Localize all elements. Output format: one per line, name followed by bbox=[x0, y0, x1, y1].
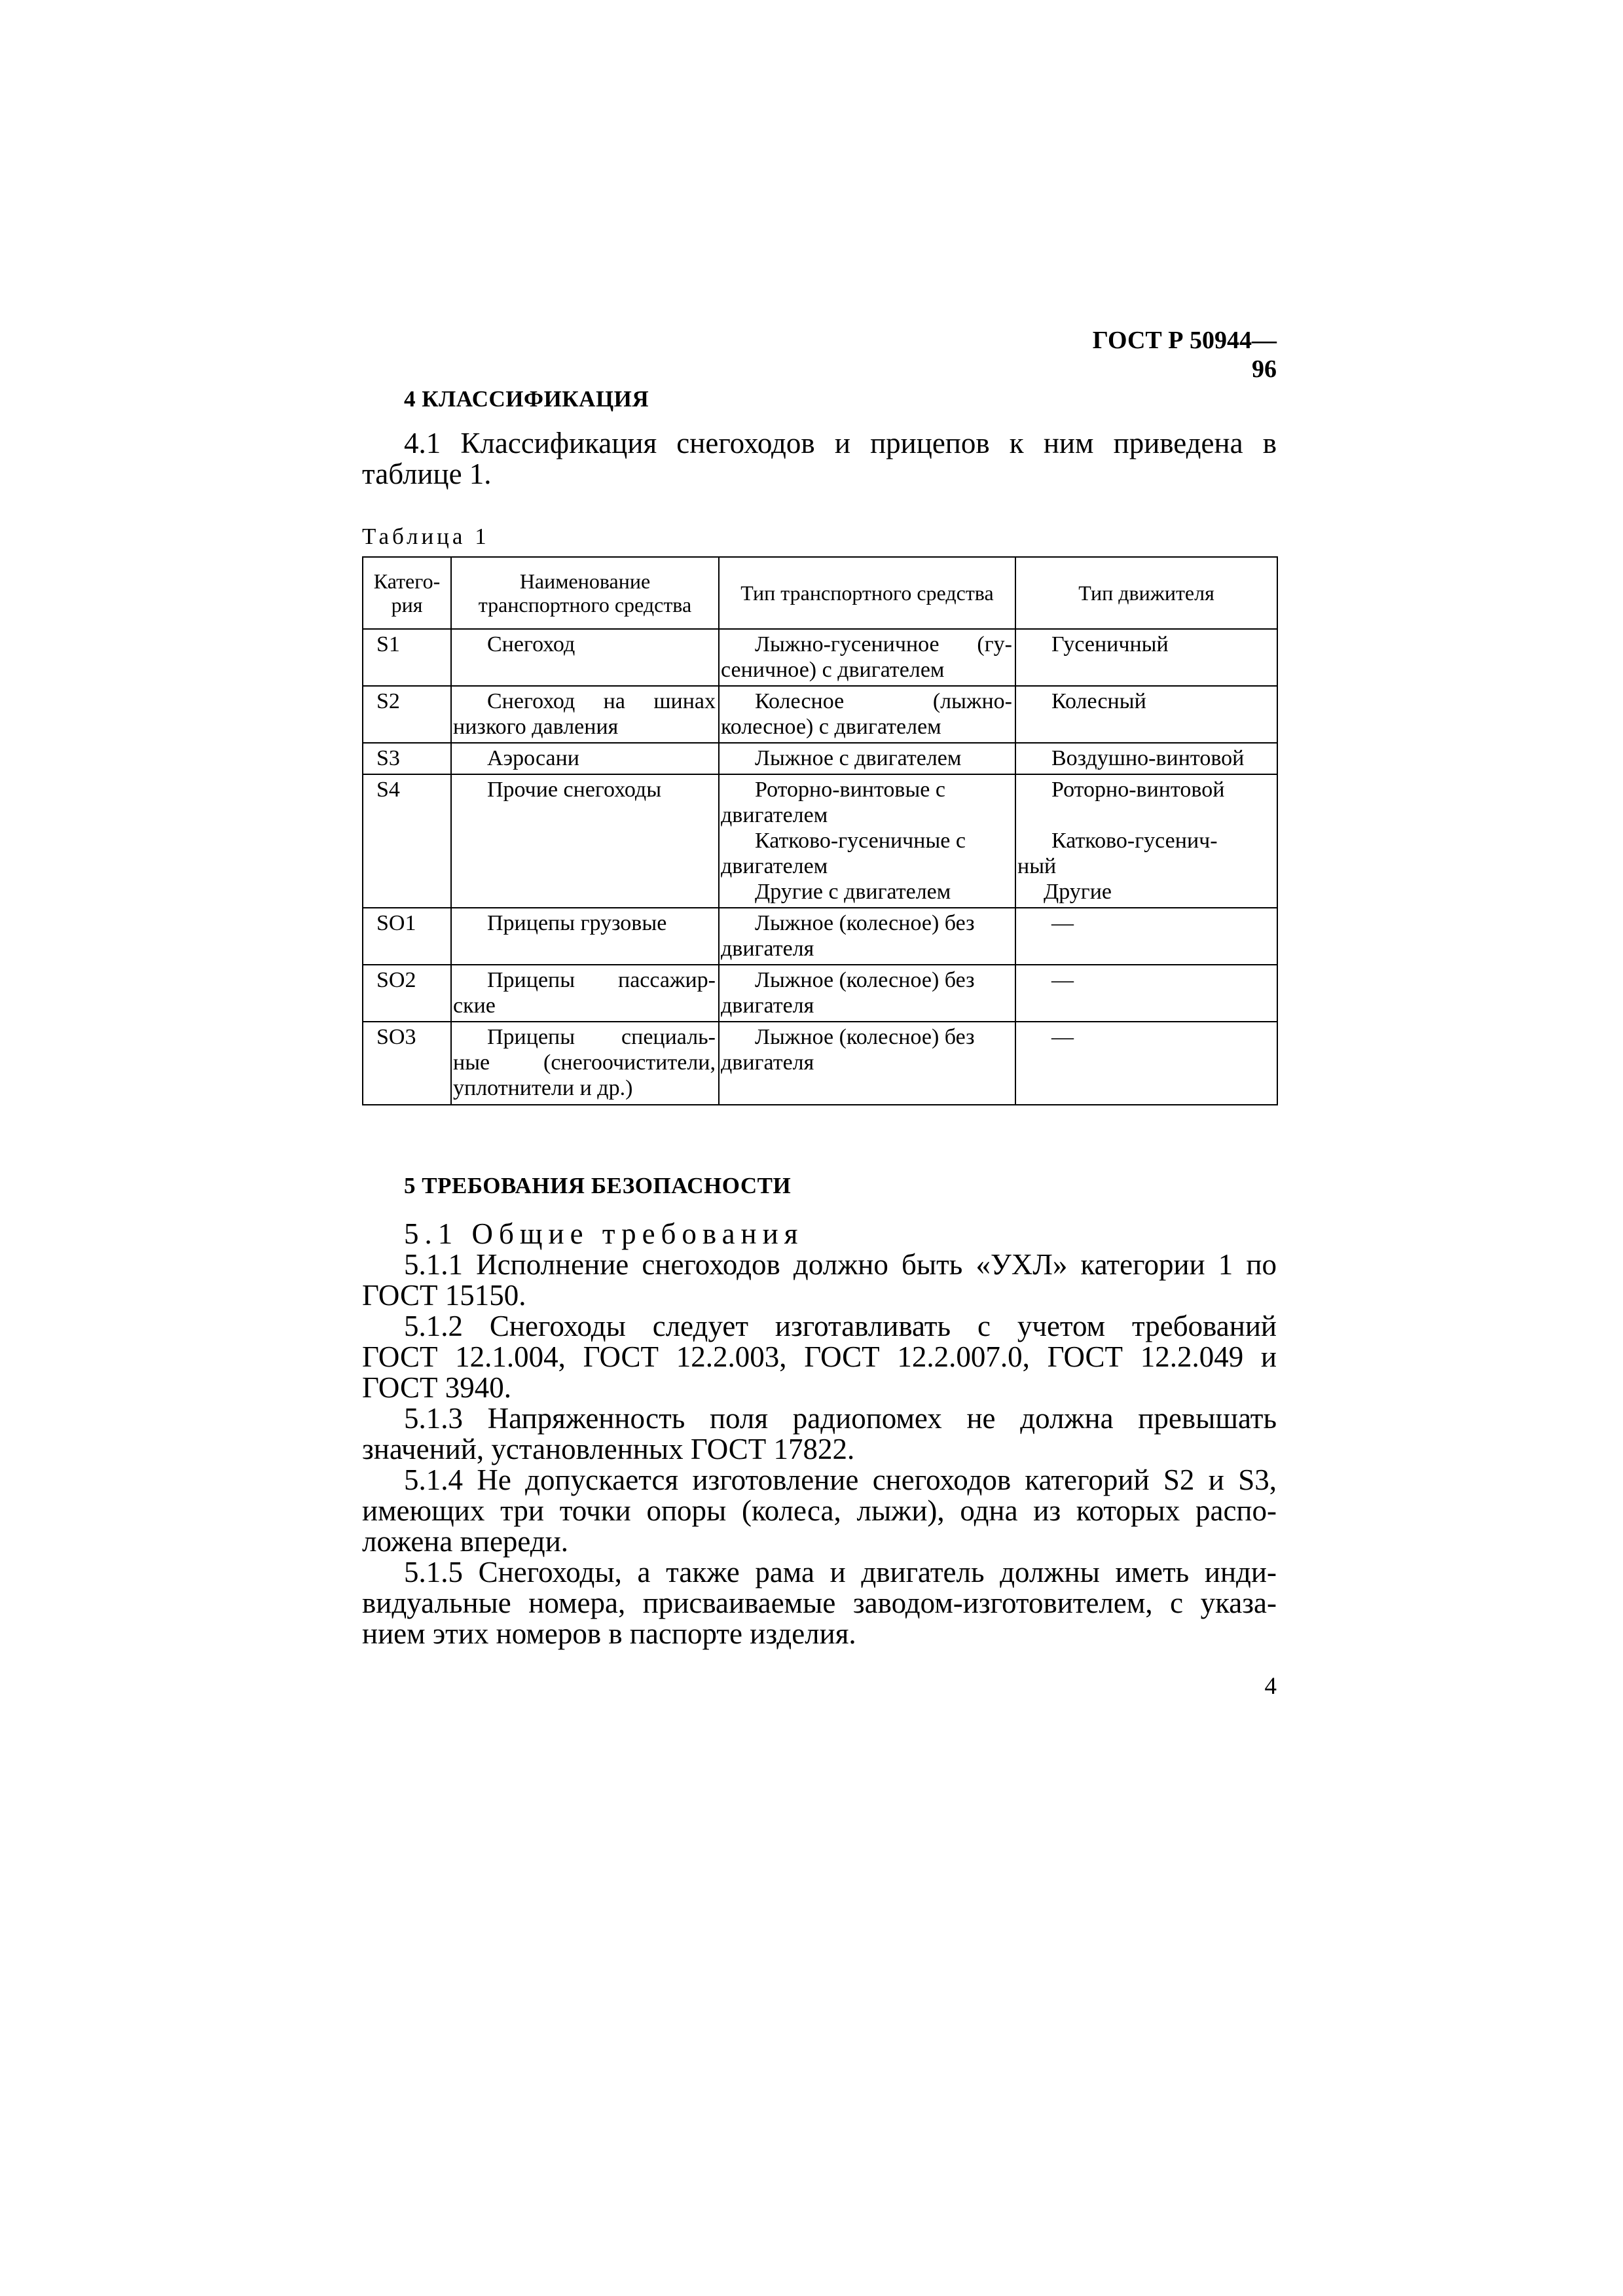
cell-name: Снегоход на шинах низкого давления bbox=[451, 686, 719, 743]
paragraph-4-1 bbox=[362, 428, 1277, 490]
table-row bbox=[363, 629, 1277, 686]
cell-mover: — bbox=[1015, 908, 1277, 965]
paragraph-5-1-5-line-3: нием этих номеров в паспорте изделия. bbox=[362, 1617, 856, 1650]
cell-name: Прицепы пассажир- ские bbox=[451, 965, 719, 1022]
paragraph-5-1-3-line-2: значений, установленных ГОСТ 17822. bbox=[362, 1433, 855, 1465]
section-5-heading: 5 ТРЕБОВАНИЯ БЕЗОПАСНОСТИ bbox=[404, 1173, 792, 1198]
header-mover-type: Тип движителя bbox=[1015, 557, 1277, 629]
cell-category: SO2 bbox=[363, 965, 451, 1022]
paragraph-5-1-5-line-2: видуальные номера, присваиваемые заводом-изготовителем, с указа- bbox=[362, 1587, 1277, 1619]
cell-vehicle: Колесное (лыжно- колесное) с двигателем bbox=[719, 686, 1015, 743]
cell-name: Снегоход bbox=[451, 629, 719, 686]
cell-category: SO1 bbox=[363, 908, 451, 965]
cell-mover: — bbox=[1015, 965, 1277, 1022]
document-code: ГОСТ Р 50944—96 bbox=[1092, 327, 1277, 383]
table-header-row bbox=[363, 557, 1277, 629]
cell-mover: Колесный bbox=[1015, 686, 1277, 743]
subsection-5-1-heading: 5.1 Общие требования bbox=[404, 1217, 804, 1250]
cell-name: Аэросани bbox=[451, 743, 719, 774]
paragraph-5-1-4-line-2: имеющих три точки опоры (колеса, лыжи), одна из которых распо- bbox=[362, 1494, 1277, 1527]
table-row bbox=[363, 774, 1277, 908]
cell-vehicle: Лыжное (колесное) без двигателя bbox=[719, 965, 1015, 1022]
cell-vehicle: Роторно-винтовые с двигателем Катково-гусеничные с двигателем Другие с двигателем bbox=[719, 774, 1015, 908]
cell-vehicle: Лыжное (колесное) без двигателя bbox=[719, 908, 1015, 965]
section-5-body bbox=[362, 1219, 1277, 1649]
cell-name: Прочие снегоходы bbox=[451, 774, 719, 908]
paragraph-4-1-line-2: таблице 1. bbox=[362, 457, 492, 490]
paragraph-5-1-2-line-3: ГОСТ 3940. bbox=[362, 1371, 511, 1404]
classification-table bbox=[362, 556, 1278, 1105]
header-vehicle-name: Наименование транспортного средства bbox=[451, 557, 719, 629]
paragraph-5-1-2-line-2: ГОСТ 12.1.004, ГОСТ 12.2.003, ГОСТ 12.2.007.0, ГОСТ 12.2.049 и bbox=[362, 1340, 1277, 1373]
cell-category: S2 bbox=[363, 686, 451, 743]
cell-vehicle: Лыжное (колесное) без двигателя bbox=[719, 1022, 1015, 1105]
table-row bbox=[363, 908, 1277, 965]
cell-name: Прицепы грузовые bbox=[451, 908, 719, 965]
cell-mover: — bbox=[1015, 1022, 1277, 1105]
cell-mover: Воздушно-винтовой bbox=[1015, 743, 1277, 774]
paragraph-5-1-4-line-3: ложена впереди. bbox=[362, 1525, 569, 1558]
cell-category: SO3 bbox=[363, 1022, 451, 1105]
table-row bbox=[363, 686, 1277, 743]
paragraph-5-1-4-line-1: 5.1.4 Не допускается изготовление снегоходов категорий S2 и S3, bbox=[404, 1463, 1277, 1496]
paragraph-5-1-5-line-1: 5.1.5 Снегоходы, а также рама и двигатель должны иметь инди- bbox=[404, 1556, 1277, 1588]
paragraph-5-1-3-line-1: 5.1.3 Напряженность поля радиопомех не должна превышать bbox=[404, 1402, 1277, 1435]
cell-category: S3 bbox=[363, 743, 451, 774]
paragraph-5-1-2-line-1: 5.1.2 Снегоходы следует изготавливать с учетом требований bbox=[404, 1310, 1277, 1342]
cell-name: Прицепы специаль- ные (снегоочистители, уплотнители и др.) bbox=[451, 1022, 719, 1105]
paragraph-5-1-1-line-1: 5.1.1 Исполнение снегоходов должно быть «УХЛ» категории 1 по bbox=[404, 1248, 1277, 1281]
page-number: 4 bbox=[1264, 1673, 1277, 1700]
table-row bbox=[363, 1022, 1277, 1105]
cell-mover: Роторно-винтовой Катково-гусенич- ный Другие bbox=[1015, 774, 1277, 908]
cell-vehicle: Лыжно-гусеничное (гу- сеничное) с двигателем bbox=[719, 629, 1015, 686]
section-4-heading: 4 КЛАССИФИКАЦИЯ bbox=[404, 386, 649, 412]
header-vehicle-type: Тип транспортного средства bbox=[719, 557, 1015, 629]
cell-mover: Гусеничный bbox=[1015, 629, 1277, 686]
header-category: Катего- рия bbox=[363, 557, 451, 629]
paragraph-4-1-line-1: 4.1 Классификация снегоходов и прицепов к ним приведена в bbox=[404, 427, 1277, 459]
table-row bbox=[363, 743, 1277, 774]
table-row bbox=[363, 965, 1277, 1022]
table-caption: Таблица 1 bbox=[362, 524, 490, 549]
cell-category: S1 bbox=[363, 629, 451, 686]
paragraph-5-1-1-line-2: ГОСТ 15150. bbox=[362, 1279, 526, 1312]
cell-category: S4 bbox=[363, 774, 451, 908]
cell-vehicle: Лыжное с двигателем bbox=[719, 743, 1015, 774]
